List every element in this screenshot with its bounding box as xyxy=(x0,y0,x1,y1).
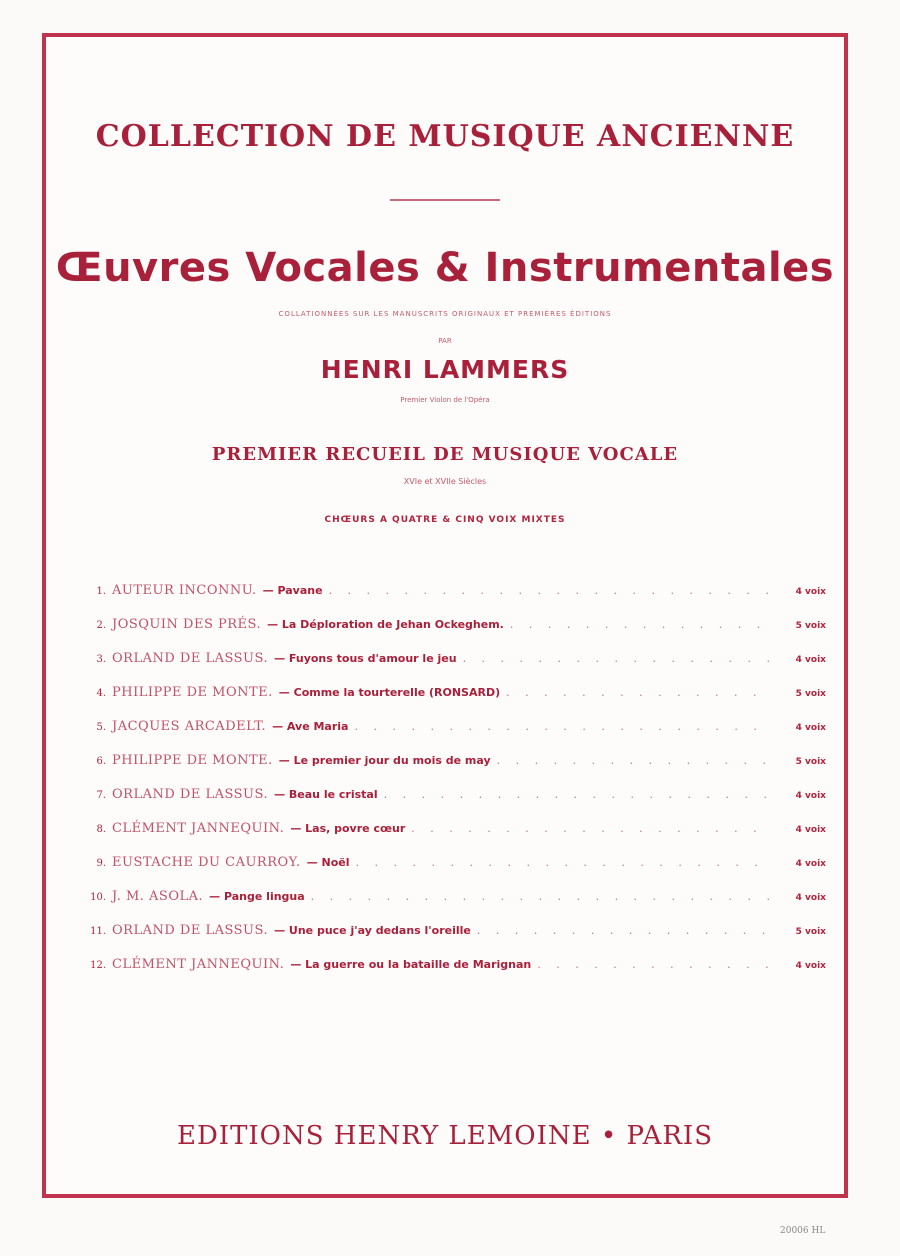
voice-count: 5 voix xyxy=(795,621,826,631)
dot-leader xyxy=(463,652,770,665)
editor-name: HENRI LAMMERS xyxy=(320,355,570,384)
dot-leader xyxy=(510,618,770,631)
list-item xyxy=(76,753,826,787)
list-item xyxy=(76,821,826,855)
voice-count: 4 voix xyxy=(795,587,826,597)
work-title: — La Déploration de Jehan Ockeghem. xyxy=(267,618,504,631)
dot-leader xyxy=(506,686,770,699)
voice-count: 5 voix xyxy=(795,757,826,767)
work-title: — Pavane xyxy=(262,584,323,597)
publisher-imprint: EDITIONS HENRY LEMOINE • PARIS xyxy=(176,1121,714,1151)
dot-leader xyxy=(497,754,770,767)
work-title: — Une puce j'ay dedans l'oreille xyxy=(274,924,471,937)
list-item xyxy=(76,583,826,617)
list-item xyxy=(76,889,826,923)
work-title: — Comme la tourterelle (RONSARD) xyxy=(278,686,501,699)
item-number: 4. xyxy=(96,688,106,699)
dot-leader xyxy=(477,924,770,937)
voice-count: 4 voix xyxy=(795,893,826,903)
composer-name: ORLAND DE LASSUS. xyxy=(112,787,269,802)
plate-number: 20006 HL xyxy=(780,1226,826,1236)
list-item xyxy=(76,855,826,889)
dot-leader xyxy=(354,720,770,733)
decorative-rule xyxy=(390,199,500,201)
series-title: COLLECTION DE MUSIQUE ANCIENNE xyxy=(95,119,795,154)
voice-count: 4 voix xyxy=(795,859,826,869)
item-number: 9. xyxy=(96,858,106,869)
composer-name: J. M. ASOLA. xyxy=(112,889,204,904)
item-number: 6. xyxy=(96,756,106,767)
dot-leader xyxy=(356,856,770,869)
volume-title: PREMIER RECUEIL DE MUSIQUE VOCALE xyxy=(211,444,679,465)
editor-role: Premier Violon de l'Opéra xyxy=(400,396,490,404)
voice-count: 4 voix xyxy=(795,825,826,835)
item-number: 1. xyxy=(96,586,106,597)
composer-name: EUSTACHE DU CAURROY. xyxy=(112,855,301,870)
work-title: — Noël xyxy=(306,856,350,869)
voice-count: 4 voix xyxy=(795,655,826,665)
work-title: — La guerre ou la bataille de Marignan xyxy=(290,958,532,971)
composer-name: CLÉMENT JANNEQUIN. xyxy=(112,821,285,836)
work-title: — Fuyons tous d'amour le jeu xyxy=(274,652,457,665)
composer-name: JOSQUIN DES PRÉS. xyxy=(112,617,262,632)
composer-name: AUTEUR INCONNU. xyxy=(112,583,257,598)
contents-list xyxy=(76,583,826,991)
voices-note: CHŒURS A QUATRE & CINQ VOIX MIXTES xyxy=(324,515,566,525)
composer-name: ORLAND DE LASSUS. xyxy=(112,651,269,666)
list-item xyxy=(76,957,826,991)
item-number: 8. xyxy=(96,824,106,835)
item-number: 7. xyxy=(96,790,106,801)
list-item xyxy=(76,685,826,719)
list-item xyxy=(76,923,826,957)
item-number: 3. xyxy=(96,654,106,665)
voice-count: 5 voix xyxy=(795,927,826,937)
composer-name: ORLAND DE LASSUS. xyxy=(112,923,269,938)
item-number: 5. xyxy=(96,722,106,733)
composer-name: CLÉMENT JANNEQUIN. xyxy=(112,957,285,972)
voice-count: 5 voix xyxy=(795,689,826,699)
collation-note: COLLATIONNÉES SUR LES MANUSCRITS ORIGINAUX ET PREMIÈRES ÉDITIONS xyxy=(278,310,612,318)
item-number: 12. xyxy=(90,960,106,971)
by-label: PAR xyxy=(438,337,452,345)
voice-count: 4 voix xyxy=(795,961,826,971)
voice-count: 4 voix xyxy=(795,723,826,733)
work-title: — Beau le cristal xyxy=(274,788,378,801)
dot-leader xyxy=(384,788,770,801)
item-number: 2. xyxy=(96,620,106,631)
work-title: — Las, povre cœur xyxy=(290,822,406,835)
dot-leader xyxy=(329,584,770,597)
composer-name: JACQUES ARCADELT. xyxy=(112,719,267,734)
dot-leader xyxy=(311,890,770,903)
list-item xyxy=(76,651,826,685)
voice-count: 4 voix xyxy=(795,791,826,801)
work-title: — Ave Maria xyxy=(272,720,349,733)
centuries-note: XVIe et XVIIe Siècles xyxy=(403,477,487,486)
cover-border-frame xyxy=(42,33,848,1198)
item-number: 11. xyxy=(90,926,106,937)
composer-name: PHILIPPE DE MONTE. xyxy=(112,685,273,700)
list-item xyxy=(76,719,826,753)
list-item xyxy=(76,617,826,651)
work-title: — Pange lingua xyxy=(209,890,305,903)
list-item xyxy=(76,787,826,821)
item-number: 10. xyxy=(90,892,106,903)
main-title: Œuvres Vocales & Instrumentales xyxy=(55,245,835,291)
dot-leader xyxy=(411,822,770,835)
dot-leader xyxy=(537,958,770,971)
work-title: — Le premier jour du mois de may xyxy=(278,754,491,767)
composer-name: PHILIPPE DE MONTE. xyxy=(112,753,273,768)
